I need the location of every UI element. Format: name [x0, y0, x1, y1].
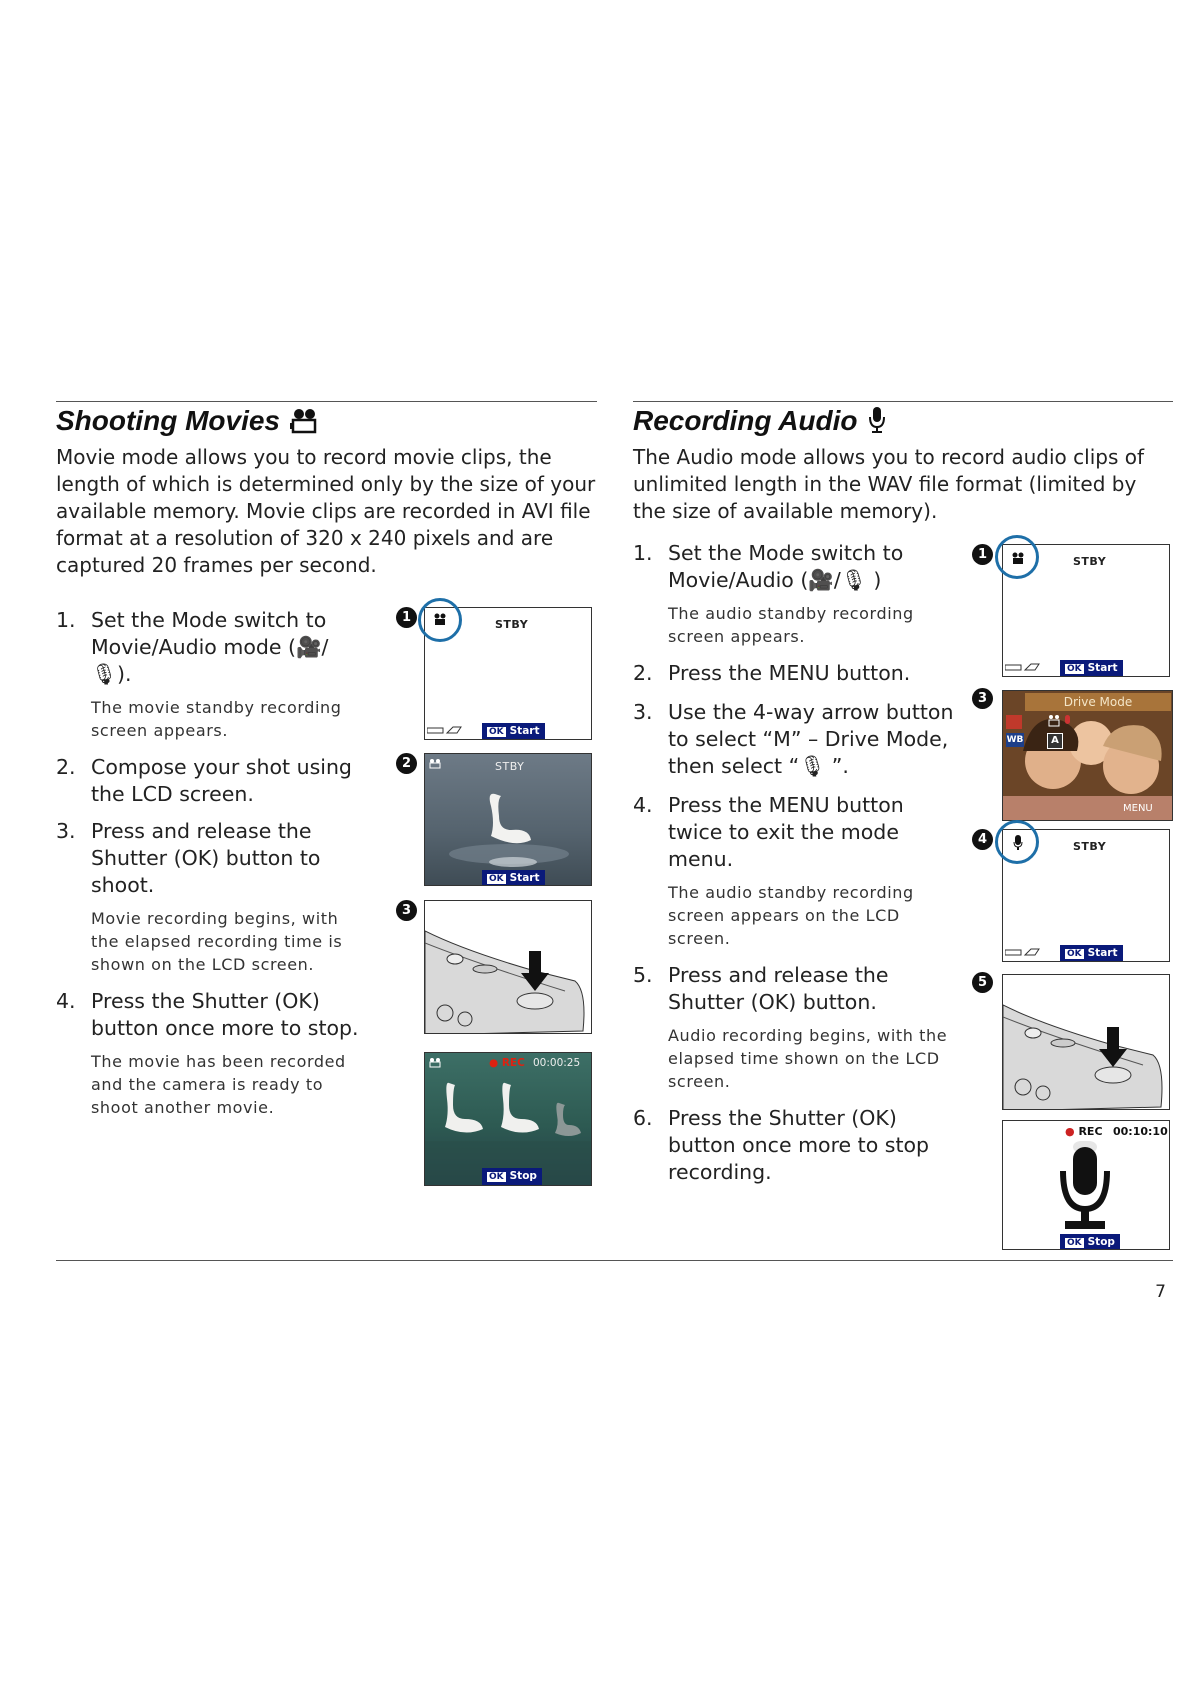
battery-sd-icon	[1005, 663, 1041, 671]
camera-top-illustration	[425, 901, 592, 1034]
step-text: Press the MENU button.	[668, 661, 911, 685]
movie-mode-icon	[429, 1057, 441, 1068]
status-text: STBY	[1073, 555, 1107, 568]
step-badge-5: 5	[972, 972, 993, 993]
microphone-icon	[868, 406, 886, 434]
step-number: 4.	[633, 793, 653, 817]
step-badge-2: 2	[396, 753, 417, 774]
step-number: 4.	[56, 989, 76, 1013]
list-item	[56, 818, 366, 976]
step-text: Use the 4-way arrow button to select “M” – Drive Mode, then select “🎙 ”.	[668, 700, 954, 778]
step-number: 3.	[633, 700, 653, 724]
menu-title-bar: Drive Mode	[1025, 693, 1171, 711]
swan-photo	[425, 754, 592, 886]
elapsed-time: 00:10:10	[1113, 1125, 1168, 1138]
menu-label: MENU	[1123, 803, 1153, 814]
status-text: STBY	[495, 760, 525, 773]
drive-mode-menu-screen	[1002, 690, 1173, 821]
recording-indicator: ● REC	[489, 1057, 525, 1069]
shooting-movies-steps	[56, 607, 366, 1131]
recording-audio-title: Recording Audio	[633, 402, 1173, 440]
camera-shutter-illustration	[1002, 974, 1170, 1110]
step-number: 1.	[56, 608, 76, 632]
movie-mode-icon	[429, 758, 441, 769]
step-number: 6.	[633, 1106, 653, 1130]
step-text: Compose your shot using the LCD screen.	[91, 755, 352, 806]
step-text: Press and release the Shutter (OK) button.	[668, 963, 889, 1014]
status-text: STBY	[495, 618, 529, 631]
ok-start-label: OK Start	[482, 870, 545, 886]
camera-top-illustration	[1003, 975, 1170, 1110]
battery-sd-icon	[427, 726, 463, 734]
list-item	[633, 1105, 958, 1186]
step-note: The movie standby recording screen appears.	[91, 698, 342, 740]
menu-option-a[interactable]: A	[1047, 733, 1063, 749]
step-number: 2.	[56, 755, 76, 779]
step-badge-3: 3	[396, 900, 417, 921]
list-item	[633, 792, 958, 950]
step-badge-4: 4	[972, 829, 993, 850]
step-text: Press the MENU button twice to exit the mode menu.	[668, 793, 904, 871]
step-badge-1: 1	[396, 607, 417, 628]
menu-tab-movie[interactable]	[1006, 715, 1022, 729]
footer-rule	[56, 1260, 1173, 1261]
recording-audio-section	[633, 402, 1173, 525]
mode-icon-highlight	[418, 598, 462, 642]
step-number: 3.	[56, 819, 76, 843]
audio-recording-screen	[1002, 1120, 1170, 1250]
step-number: 2.	[633, 661, 653, 685]
list-item	[56, 754, 366, 808]
shooting-movies-section	[56, 402, 596, 579]
camera-shutter-illustration	[424, 900, 592, 1034]
recording-audio-intro: The Audio mode allows you to record audio clips of unlimited length in the WAV file format (limited by the size of available memory).	[633, 445, 1144, 523]
swans-photo	[425, 1053, 592, 1186]
step-badge-1: 1	[972, 544, 993, 565]
recording-audio-steps	[633, 540, 958, 1186]
step-text: Press the Shutter (OK) button once more to stop recording.	[668, 1106, 930, 1184]
step-text: Press and release the Shutter (OK) button to shoot.	[91, 819, 321, 897]
step-number: 1.	[633, 541, 653, 565]
step-text: Set the Mode switch to Movie/Audio (🎥/🎙 )	[668, 541, 904, 592]
shooting-movies-intro: Movie mode allows you to record movie clips, the length of which is determined only by the size of your available memory. Movie clips are recorded in AVI file format at a resolution of 320 x 240 pixels and are captured 20 frames per second.	[56, 445, 596, 577]
ok-stop-label: OK Stop	[482, 1168, 542, 1185]
mode-icon-highlight	[995, 535, 1039, 579]
step-note: The movie has been recorded and the camera is ready to shoot another movie.	[91, 1052, 346, 1117]
ok-stop-label: OK Stop	[1060, 1234, 1120, 1250]
ok-start-label: OK Start	[1060, 660, 1123, 677]
list-item	[56, 988, 366, 1119]
step-text: Set the Mode switch to Movie/Audio mode (🎥/🎙).	[91, 608, 329, 686]
status-text: STBY	[1073, 840, 1107, 853]
list-item	[633, 660, 958, 687]
movie-audio-option-icon[interactable]	[1047, 714, 1075, 728]
step-note: Audio recording begins, with the elapsed time shown on the LCD screen.	[668, 1026, 948, 1091]
swan-preview-screen	[424, 753, 592, 886]
recording-indicator: ● REC	[1065, 1125, 1103, 1138]
list-item	[633, 540, 958, 648]
step-note: Movie recording begins, with the elapsed recording time is shown on the LCD screen.	[91, 909, 343, 974]
list-item	[633, 699, 958, 780]
mode-icon-highlight	[995, 820, 1039, 864]
elapsed-time: 00:00:25	[533, 1057, 581, 1069]
battery-sd-icon	[1005, 948, 1041, 956]
shooting-movies-title: Shooting Movies	[56, 402, 596, 440]
movie-recording-screen	[424, 1052, 592, 1186]
large-microphone-icon	[1057, 1141, 1113, 1241]
step-note: The audio standby recording screen appears on the LCD screen.	[668, 883, 914, 948]
list-item	[56, 607, 366, 742]
menu-tab-wb[interactable]: WB	[1006, 735, 1024, 745]
list-item	[633, 962, 958, 1093]
ok-start-label: OK Start	[482, 723, 545, 740]
page-number: 7	[1155, 1282, 1166, 1302]
step-text: Press the Shutter (OK) button once more to stop.	[91, 989, 359, 1040]
step-number: 5.	[633, 963, 653, 987]
movie-camera-icon	[290, 408, 318, 434]
step-note: The audio standby recording screen appears.	[668, 604, 914, 646]
ok-start-label: OK Start	[1060, 945, 1123, 962]
step-badge-3: 3	[972, 688, 993, 709]
